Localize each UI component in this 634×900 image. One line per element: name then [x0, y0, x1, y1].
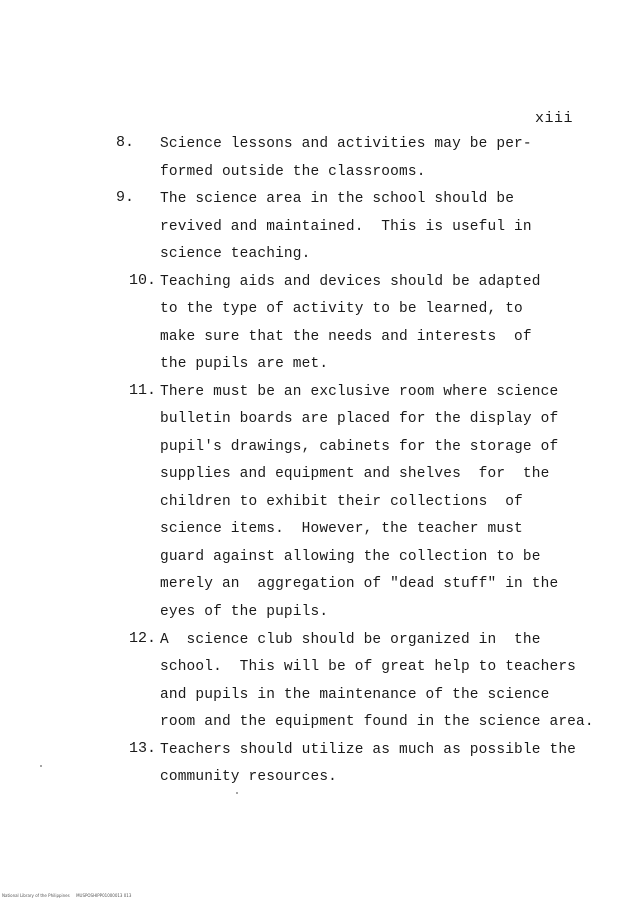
item-line: revived and maintained. This is useful in: [160, 219, 532, 235]
item-line: supplies and equipment and shelves for the: [160, 466, 550, 482]
item-line: science teaching.: [160, 246, 311, 262]
item-line: bulletin boards are placed for the display of: [160, 411, 559, 427]
scan-speck: [40, 765, 42, 767]
item-line: school. This will be of great help to teachers: [160, 659, 577, 675]
item-line: formed outside the classrooms.: [160, 164, 426, 180]
item-number: 8.: [116, 134, 135, 151]
item-line: A science club should be organized in the: [160, 632, 541, 648]
page-number: xiii: [535, 110, 574, 127]
item-line: merely an aggregation of "dead stuff" in the: [160, 576, 559, 592]
item-line: the pupils are met.: [160, 356, 329, 372]
item-number: 11.: [128, 382, 156, 399]
item-line: science items. However, the teacher must: [160, 521, 523, 537]
item-line: make sure that the needs and interests of: [160, 329, 532, 345]
item-line: guard against allowing the collection to be: [160, 549, 541, 565]
item-number: 13.: [128, 740, 156, 757]
item-line: Teachers should utilize as much as possible the: [160, 742, 577, 758]
item-line: Science lessons and activities may be per-: [160, 136, 532, 152]
item-line: community resources.: [160, 769, 338, 785]
item-line: The science area in the school should be: [160, 191, 515, 207]
item-line: Teaching aids and devices should be adapted: [160, 274, 541, 290]
item-line: children to exhibit their collections of: [160, 494, 523, 510]
scan-speck: [236, 792, 238, 794]
item-number: 9.: [116, 189, 135, 206]
item-number: 10.: [128, 272, 156, 289]
item-number: 12.: [128, 630, 156, 647]
item-line: eyes of the pupils.: [160, 604, 329, 620]
scan-footer: National Library of the Philippines MUSPOSHIPP01000013 013: [2, 893, 132, 898]
item-line: and pupils in the maintenance of the science: [160, 687, 550, 703]
item-line: room and the equipment found in the science area.: [160, 714, 594, 730]
item-line: to the type of activity to be learned, to: [160, 301, 523, 317]
item-line: There must be an exclusive room where science: [160, 384, 559, 400]
item-line: pupil's drawings, cabinets for the storage of: [160, 439, 559, 455]
